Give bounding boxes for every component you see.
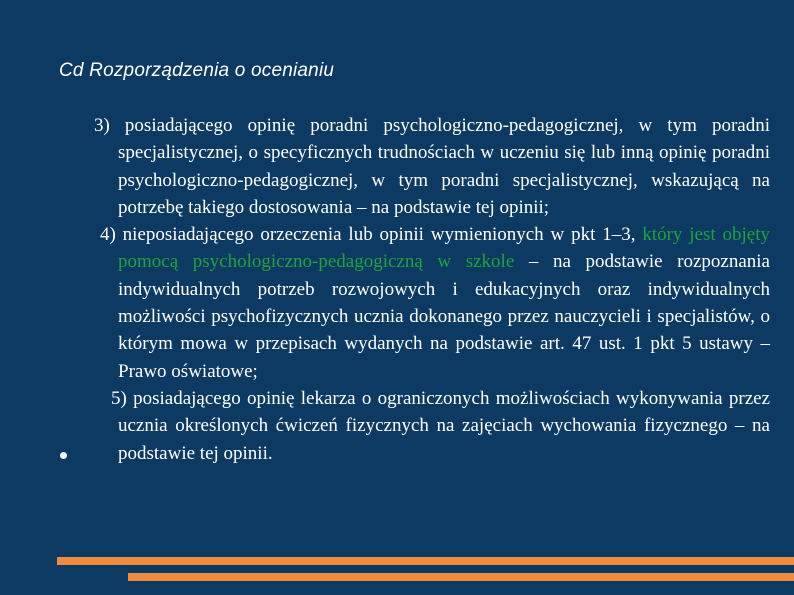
accent-bar-top [57,557,794,565]
paragraph-item-3: 3) posiadającego opinię poradni psychologiczno-pedagogicznej, w tym poradni specjalistycznej, o specyficznych trudnościach w uczeniu się lub inną opinię poradni psychologiczno-pedagogicznej, w tym poradni specjalistycznej, wskazującą na potrzebę takiego dostosowania – na podstawie tej opinii; [94,115,770,218]
slide-title: Cd Rozporządzenia o ocenianiu [59,60,335,81]
bullet-dot-icon [60,452,67,459]
item-4-text-start: 4) nieposiadającego orzeczenia lub opinii wymienionych w pkt 1–3, [100,224,643,246]
item-4-highlight: który jest objęty pomocą psychologiczno-pedagogiczną w szkole [118,224,770,273]
paragraph-item-4 [90,221,770,385]
item-4-text-end: – na podstawie rozpoznania indywidualnych potrzeb rozwojowych i edukacyjnych oraz indywidualnych możliwości psychofizycznych ucznia dokonanego przez nauczycieli i specjalistów, o którym mowa w przepisach wydanych na podstawie art. 47 ust. 1 pkt 5 ustawy – Prawo oświatowe; [118,251,770,382]
accent-bar-bottom [128,573,794,581]
slide-body [90,112,770,467]
paragraph-item-5: 5) posiadającego opinię lekarza o ograniczonych możliwościach wykonywania przez ucznia określonych ćwiczeń fizycznych na zajęciach wychowania fizycznego – na podstawie tej opinii. [111,387,770,464]
